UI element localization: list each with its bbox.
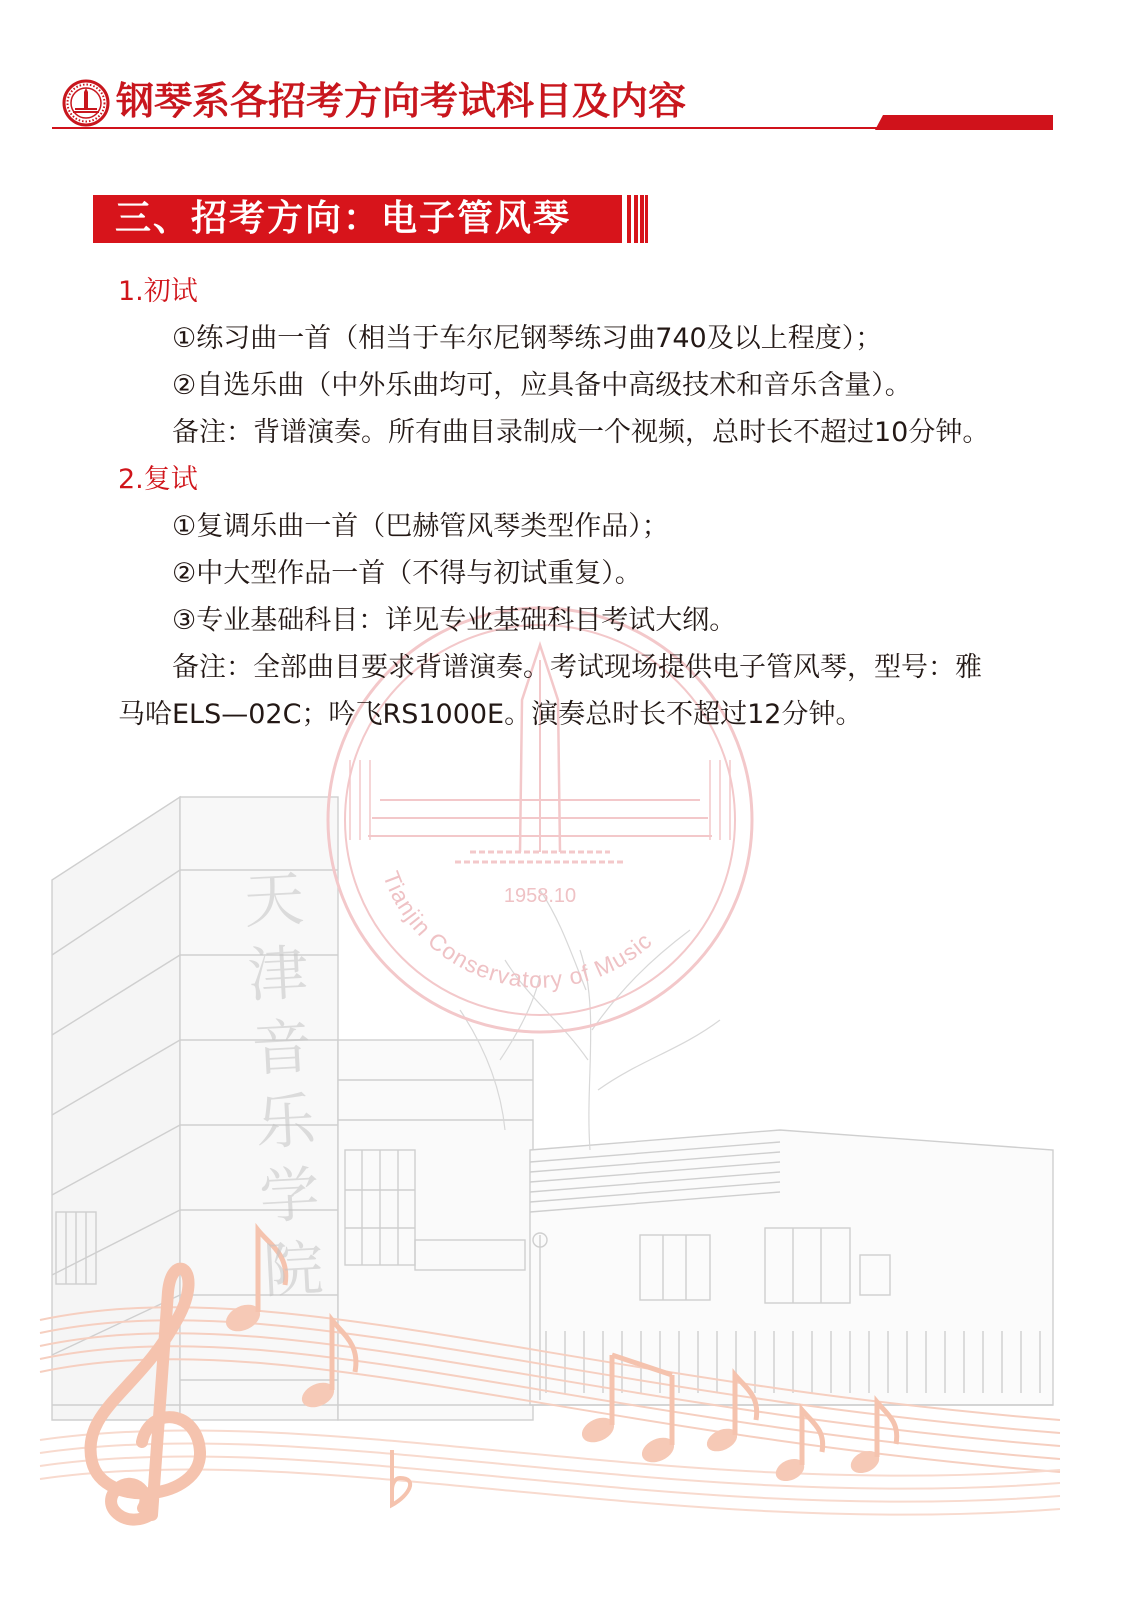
section-banner-title: 三、招考方向：电子管风琴 <box>115 198 572 239</box>
flat-sign-icon <box>392 1450 410 1505</box>
exam-item: ②自选乐曲（中外乐曲均可，应具备中高级技术和音乐含量）。 <box>172 370 912 401</box>
exam-note: 备注：全部曲目要求背谱演奏。考试现场提供电子管风琴，型号：雅马哈ELS—02C；吟飞RS1000E。演奏总时长不超过12分钟。 <box>118 652 982 730</box>
banner-stripe <box>640 195 644 243</box>
banner-stripe <box>645 195 648 243</box>
right-building <box>530 1130 1053 1405</box>
exam-item: ①复调乐曲一首（巴赫管风琴类型作品）； <box>172 511 669 542</box>
page-title: 钢琴系各招考方向考试科目及内容 <box>116 78 687 123</box>
seal-name-path: Tianjin Conservatory of Music <box>378 867 657 993</box>
exam-content <box>118 268 998 738</box>
banner-stripe <box>627 195 631 243</box>
exam-item: ③专业基础科目：详见专业基础科目考试大纲。 <box>172 605 737 636</box>
exam-stage-heading: 2.复试 <box>118 464 198 495</box>
building-sign: 天津音乐学院 <box>232 866 326 1314</box>
exam-item: ②中大型作品一首（不得与初试重复）。 <box>172 558 642 589</box>
section-banner <box>93 195 622 243</box>
school-seal-logo-icon <box>62 79 110 127</box>
exam-note: 备注：背谱演奏。所有曲目录制成一个视频，总时长不超过10分钟。 <box>172 417 990 448</box>
exam-item: ①练习曲一首（相当于车尔尼钢琴练习曲740及以上程度）； <box>172 323 883 354</box>
seal-date: 1958.10 <box>503 885 577 907</box>
header-accent-bar <box>875 115 1053 130</box>
banner-stripe <box>634 195 638 243</box>
exam-stage-heading: 1.初试 <box>118 276 198 307</box>
